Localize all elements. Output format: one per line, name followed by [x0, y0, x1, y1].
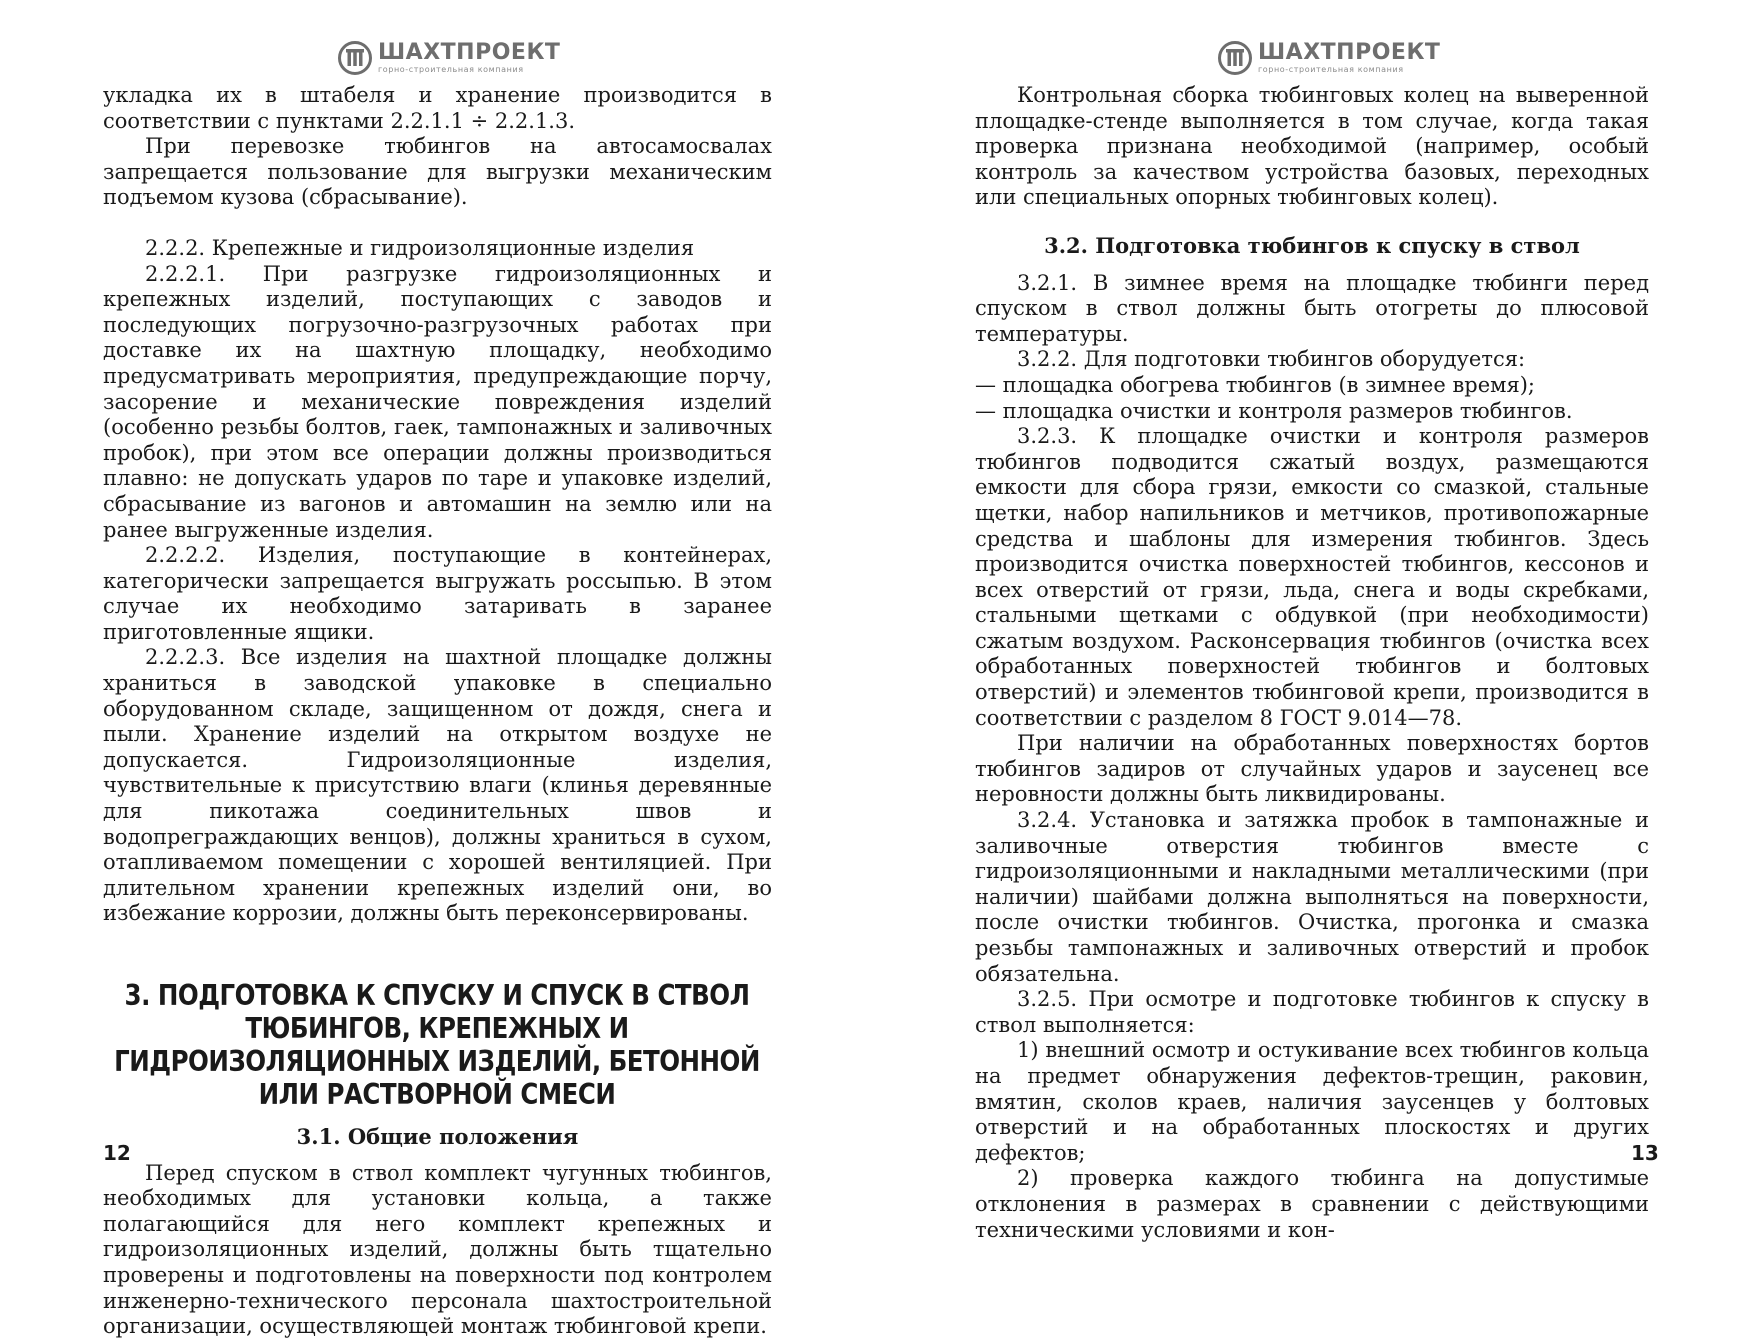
paragraph: 3.2.2. Для подготовки тюбингов оборудуется:	[1017, 347, 1526, 372]
paragraph: 3.2.3. К площадке очистки и контроля размеров тюбингов подводится сжатый воздух, размещаются емкости для сбора грязи, емкости со смазкой, стальные щетки, набор напильников и метчиков, противопожарные средства и шаблоны для измерения тюбингов. Здесь производится очистка поверхностей тюбингов, кессонов и всех отверстий от грязи, льда, снега и воды скребками, стальными щетками с обдувкой (при необходимости) сжатым воздухом. Расконсервация тюбингов (очистка всех обработанных поверхностей тюбингов и болтовых отверстий) и элементов тюбинговой крепи, производится в соответствии с разделом 8 ГОСТ 9.014—78.	[975, 424, 1649, 730]
company-name: ШАХТПРОЕКТ	[1258, 40, 1441, 65]
company-name: ШАХТПРОЕКТ	[378, 40, 561, 65]
company-logo-icon	[1218, 41, 1252, 75]
paragraph: Контрольная сборка тюбинговых колец на выверенной площадке-стенде выполняется в том случае, когда такая проверка признана необходимой (например, особый контроль за качеством устройства базовых, переходных или специальных опорных тюбинговых колец).	[975, 83, 1649, 210]
right-page	[875, 0, 1749, 1241]
company-subtitle: горно-строительная компания	[1258, 65, 1404, 74]
company-subtitle: горно-строительная компания	[378, 65, 524, 74]
chapter-title: 3. ПОДГОТОВКА К СПУСКУ И СПУСК В СТВОЛ ТЮБИНГОВ, КРЕПЕЖНЫХ И ГИДРОИЗОЛЯЦИОННЫХ ИЗДЕЛИЙ, БЕТОННОЙ ИЛИ РАСТВОРНОЙ СМЕСИ	[114, 979, 761, 1111]
paragraph: При перевозке тюбингов на автосамосвалах запрещается пользование для выгрузки механическим подъемом кузова (сбрасывание).	[103, 134, 772, 210]
company-logo-icon	[338, 41, 372, 75]
list-item: 2) проверка каждого тюбинга на допустимые отклонения в размерах в сравнении с действующими техническими условиями и кон-	[975, 1166, 1649, 1242]
paragraph: 3.2.1. В зимнее время на площадке тюбинги перед спуском в ствол должны быть отогреты до плюсовой температуры.	[975, 270, 1649, 346]
paragraph: 2.2.2.1. При разгрузке гидроизоляционных и крепежных изделий, поступающих с заводов и последующих погрузочно-разгрузочных работах при доставке их на шахтную площадку, необходимо предусматривать мероприятия, предупреждающие порчу, засорение и механические повреждения изделий (особенно резьбы болтов, гаек, тампонажных и заливочных пробок), при этом все операции должны производиться плавно: не допускать ударов по таре и упаковке изделий, сбрасывание из вагонов и автомашин на землю или на ранее выгруженные изделия.	[103, 261, 772, 542]
list-item: — площадка обогрева тюбингов (в зимнее время);	[975, 372, 1535, 397]
paragraph: Перед спуском в ствол комплект чугунных тюбингов, необходимых для установки кольца, а также полагающийся для него комплект крепежных и гидроизоляционных изделий, должны быть тщательно проверены и подготовлены на поверхности под контролем инженерно-технического персонала шахтостроительной организации, осуществляющей монтаж тюбинговой крепи.	[103, 1160, 772, 1339]
paragraph: укладка их в штабеля и хранение производится в соответствии с пунктами 2.2.1.1 ÷ 2.2.1.3.	[103, 83, 772, 133]
section-title: 3.1. Общие положения	[296, 1124, 579, 1149]
section-title: 3.2. Подготовка тюбингов к спуску в ствол	[1044, 232, 1580, 258]
paragraph: 2.2.2.2. Изделия, поступающие в контейнерах, категорически запрещается выгружать россыпью. В этом случае их необходимо затаривать в заранее приготовленные ящики.	[103, 543, 772, 644]
paragraph: 3.2.4. Установка и затяжка пробок в тампонажные и заливочные отверстия тюбингов вместе с гидроизоляционными и накладными металлическими (при наличии) шайбами должна выполняться на поверхности, после очистки тюбингов. Очистка, прогонка и смазка резьбы тампонажных и заливочных отверстий и пробок обязательна.	[975, 808, 1649, 986]
right-page-content	[975, 83, 1649, 1243]
list-item: 1) внешний осмотр и остукивание всех тюбингов кольца на предмет обнаружения дефектов-трещин, раковин, вмятин, сколов краев, наличия заусенцев у болтовых отверстий и на обработанных плоскостях и других дефектов;	[975, 1038, 1649, 1165]
page-number: 12	[103, 1141, 131, 1165]
left-page	[0, 0, 874, 1339]
paragraph: 3.2.5. При осмотре и подготовке тюбингов к спуску в ствол выполняется:	[975, 987, 1649, 1037]
subsection-heading: 2.2.2. Крепежные и гидроизоляционные изделия	[145, 235, 695, 260]
page-header	[338, 38, 560, 78]
paragraph: При наличии на обработанных поверхностях бортов тюбингов задиров от случайных ударов и заусенец все неровности должны быть ликвидированы.	[975, 731, 1649, 807]
left-page-content	[103, 83, 772, 1340]
paragraph: 2.2.2.3. Все изделия на шахтной площадке должны храниться в заводской упаковке в специально оборудованном складе, защищенном от дождя, снега и пыли. Хранение изделий на открытом воздухе не допускается. Гидроизоляционные изделия, чувствительные к присутствию влаги (клинья деревянные для пикотажа соединительных швов и водопреграждающих венцов), должны храниться в сухом, отапливаемом помещении с хорошей вентиляцией. При длительном хранении крепежных изделий они, во избежание коррозии, должны быть переконсервированы.	[103, 645, 772, 926]
page-header	[1218, 38, 1440, 78]
page-number: 13	[1631, 1141, 1659, 1165]
list-item: — площадка очистки и контроля размеров тюбингов.	[975, 398, 1573, 423]
